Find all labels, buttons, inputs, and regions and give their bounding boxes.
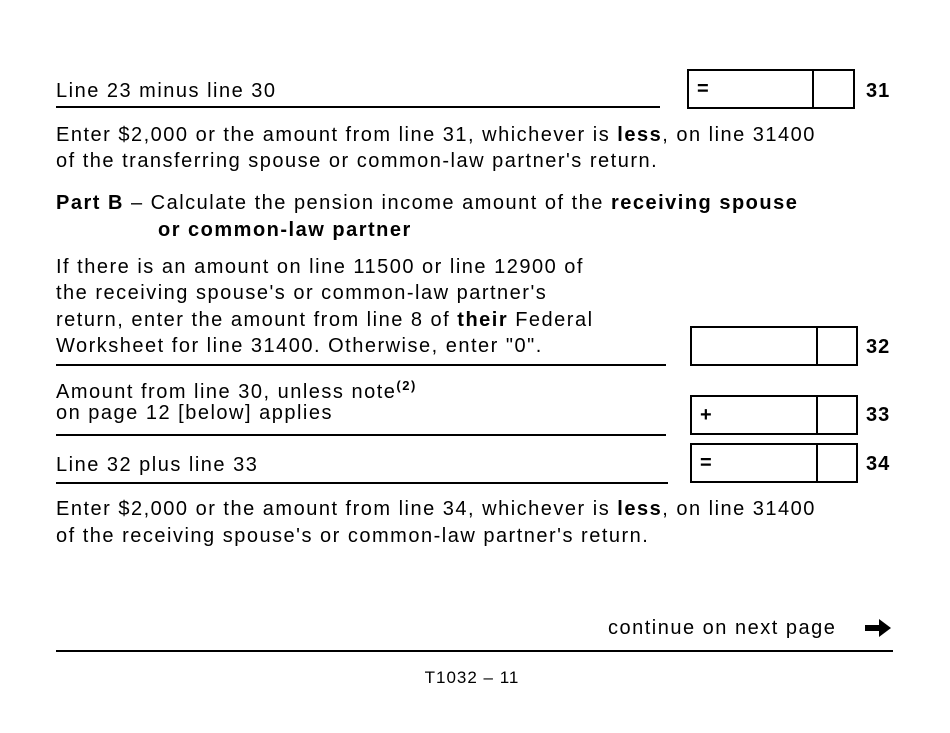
part-b-heading: Part B – Calculate the pension income amount of the receiving spouse — [56, 192, 799, 214]
footer-rule — [56, 650, 893, 652]
line-number-33: 33 — [866, 404, 891, 426]
instruction-line: of the receiving spouse's or common-law partner's return. — [56, 525, 650, 547]
line-32-text: If there is an amount on line 11500 or line 12900 of — [56, 256, 584, 278]
divider — [56, 482, 668, 484]
line-34-amount-field[interactable] — [690, 443, 858, 483]
part-b-heading-cont: or common-law partner — [158, 219, 412, 241]
note-reference: (2) — [396, 378, 417, 393]
line-32-text: Worksheet for line 31400. Otherwise, enter "0". — [56, 335, 543, 357]
line-32-text: return, enter the amount from line 8 of their Federal — [56, 309, 594, 331]
cents-divider — [816, 397, 818, 433]
line-number-34: 34 — [866, 453, 891, 475]
divider — [56, 434, 666, 436]
line-33-text: on page 12 [below] applies — [56, 402, 333, 424]
plus-sign: + — [700, 404, 712, 426]
line-32-text: the receiving spouse's or common-law partner's — [56, 282, 548, 304]
instruction-line: Enter $2,000 or the amount from line 31, whichever is less, on line 31400 — [56, 124, 816, 146]
equals-sign: = — [700, 452, 712, 474]
line-33-amount-field[interactable] — [690, 395, 858, 435]
divider — [56, 106, 660, 108]
line-31-amount-field[interactable] — [687, 69, 855, 109]
page-number: T1032 – 11 — [424, 668, 520, 687]
line-32-amount-field[interactable] — [690, 326, 858, 366]
line-number-32: 32 — [866, 336, 891, 358]
instruction-line: of the transferring spouse or common-law partner's return. — [56, 150, 659, 172]
cents-divider — [816, 445, 818, 481]
line-33-text: Amount from line 30, unless note$^{(2)}$ — [56, 378, 417, 403]
cents-divider — [816, 328, 818, 364]
line-34-label: Line 32 plus line 33 — [56, 454, 259, 476]
continue-text: continue on next page — [608, 617, 837, 639]
instruction-line: Enter $2,000 or the amount from line 34, whichever is less, on line 31400 — [56, 498, 816, 520]
arrow-right-icon — [863, 616, 893, 640]
line-31-label: Line 23 minus line 30 — [56, 80, 277, 102]
cents-divider — [812, 71, 814, 107]
divider — [56, 364, 666, 366]
equals-sign: = — [697, 78, 709, 100]
line-number-31: 31 — [866, 80, 891, 102]
